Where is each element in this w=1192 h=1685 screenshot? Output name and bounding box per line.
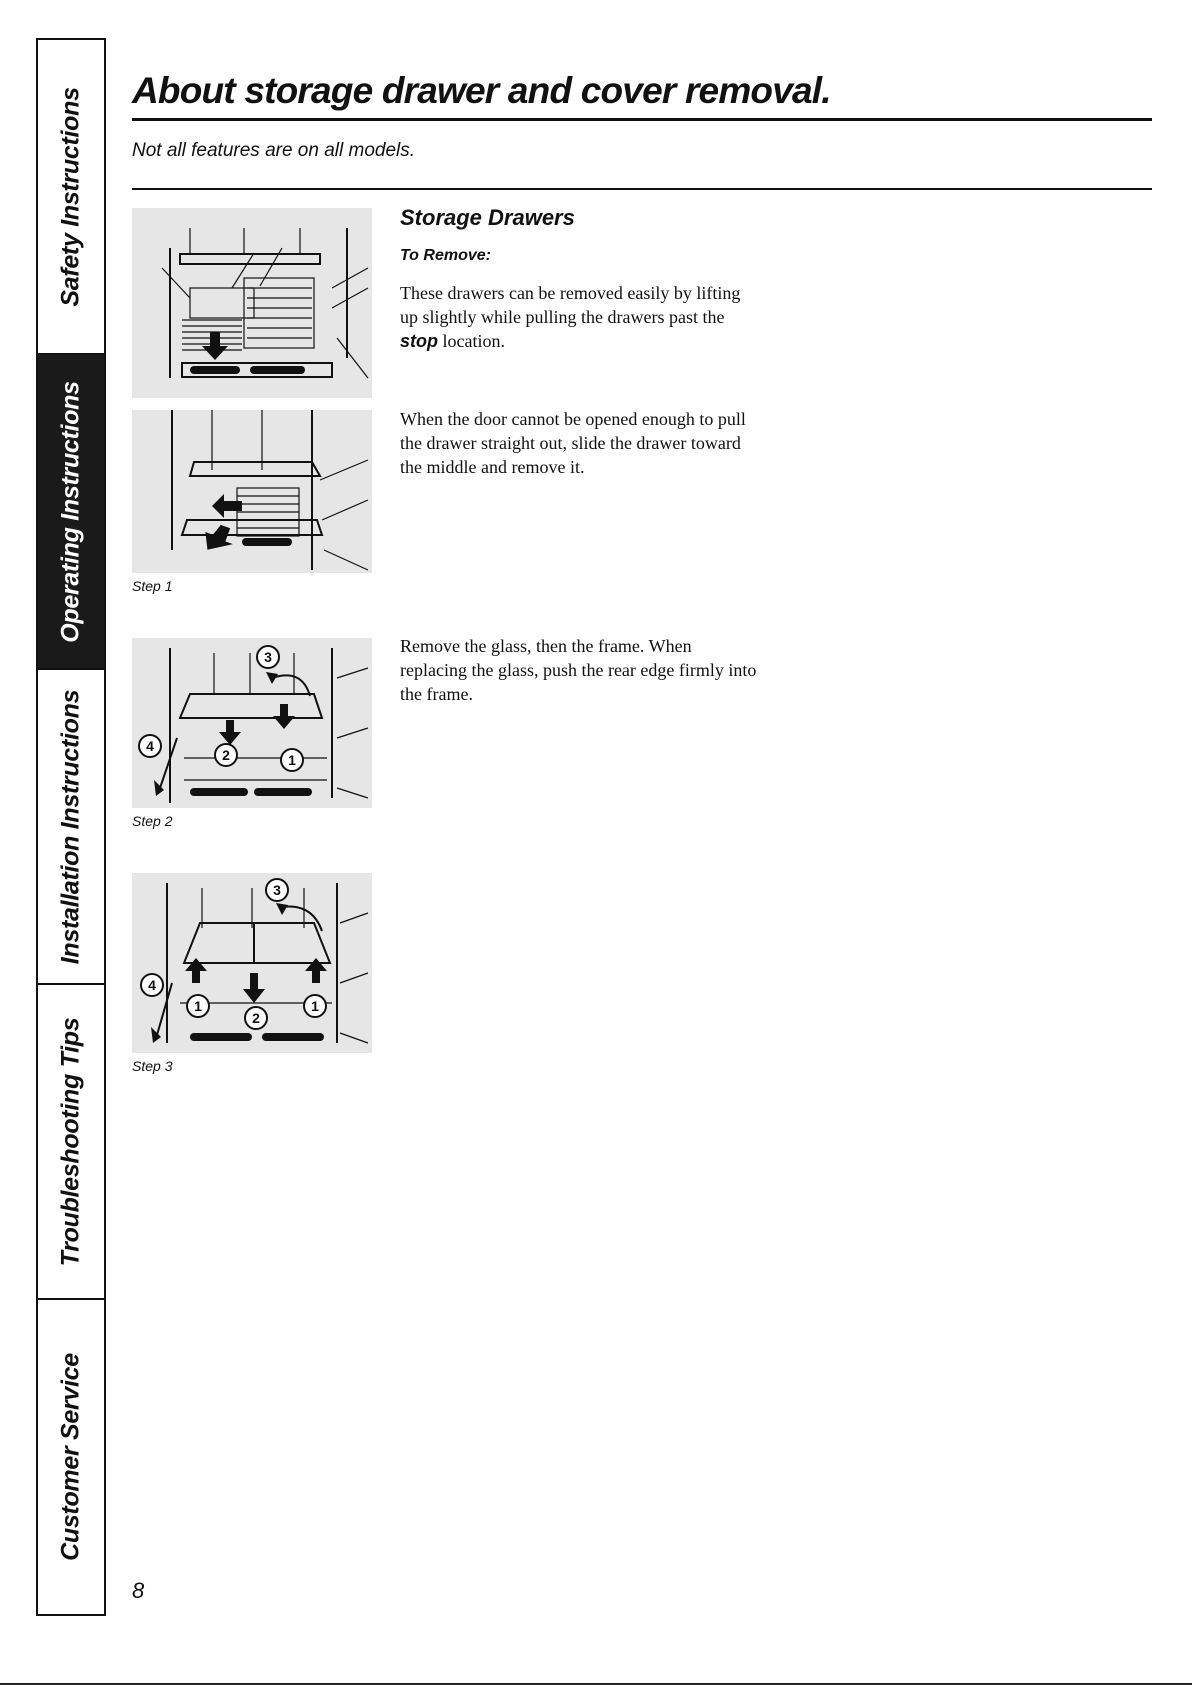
tab-troubleshooting-tips[interactable] (38, 985, 104, 1300)
step-marker: 4 (146, 738, 154, 754)
drawer-slide-illustration (132, 410, 372, 573)
step-marker: 4 (148, 977, 156, 993)
step-marker: 1 (311, 998, 319, 1014)
sub-heading: To Remove: (400, 247, 491, 264)
step-marker: 2 (222, 747, 230, 763)
tab-safety-instructions[interactable] (38, 40, 104, 355)
step-marker: 2 (252, 1010, 260, 1026)
page-subtitle: Not all features are on all models. (132, 140, 416, 161)
remove-glass-illustration (132, 638, 372, 808)
step-marker: 1 (194, 998, 202, 1014)
title-divider (132, 118, 1152, 121)
tab-operating-instructions[interactable] (38, 355, 104, 670)
emphasis-stop: stop (400, 331, 438, 351)
step-marker: 1 (288, 752, 296, 768)
paragraph-remove-drawers (400, 281, 760, 353)
figure-caption-step3: Step 3 (132, 1058, 173, 1074)
figure-remove-frame (132, 873, 372, 1053)
tab-label: Troubleshooting Tips (56, 1017, 85, 1266)
paragraph-slide-drawer: When the door cannot be opened enough to pull the drawer straight out, slide the drawer toward the middle and remove it. (400, 409, 746, 477)
figure-drawer-slide-middle (132, 410, 372, 573)
figure-remove-glass (132, 638, 372, 808)
paragraph-text: location. (438, 331, 505, 351)
tab-label: Operating Instructions (56, 380, 85, 643)
tab-installation-instructions[interactable] (38, 670, 104, 985)
tab-label: Customer Service (56, 1353, 85, 1561)
figure-caption-step1: Step 1 (132, 578, 173, 594)
step-marker: 3 (264, 649, 272, 665)
drawer-pull-illustration (132, 208, 372, 398)
section-heading: Storage Drawers (400, 205, 575, 230)
side-tab-strip (36, 38, 106, 1616)
page-title: About storage drawer and cover removal. (132, 70, 831, 111)
section-divider (132, 188, 1152, 190)
remove-frame-illustration (132, 873, 372, 1053)
tab-label: Installation Instructions (56, 689, 85, 964)
figure-drawer-pull-out (132, 208, 372, 398)
figure-caption-step2: Step 2 (132, 813, 173, 829)
page-number: 8 (132, 1578, 145, 1603)
paragraph-text: These drawers can be removed easily by lifting up slightly while pulling the drawers past the (400, 283, 741, 327)
tab-customer-service[interactable] (38, 1300, 104, 1614)
tab-label: Safety Instructions (56, 86, 85, 307)
paragraph-remove-glass: Remove the glass, then the frame. When replacing the glass, push the rear edge firmly into the frame. (400, 636, 757, 704)
step-marker: 3 (273, 882, 281, 898)
